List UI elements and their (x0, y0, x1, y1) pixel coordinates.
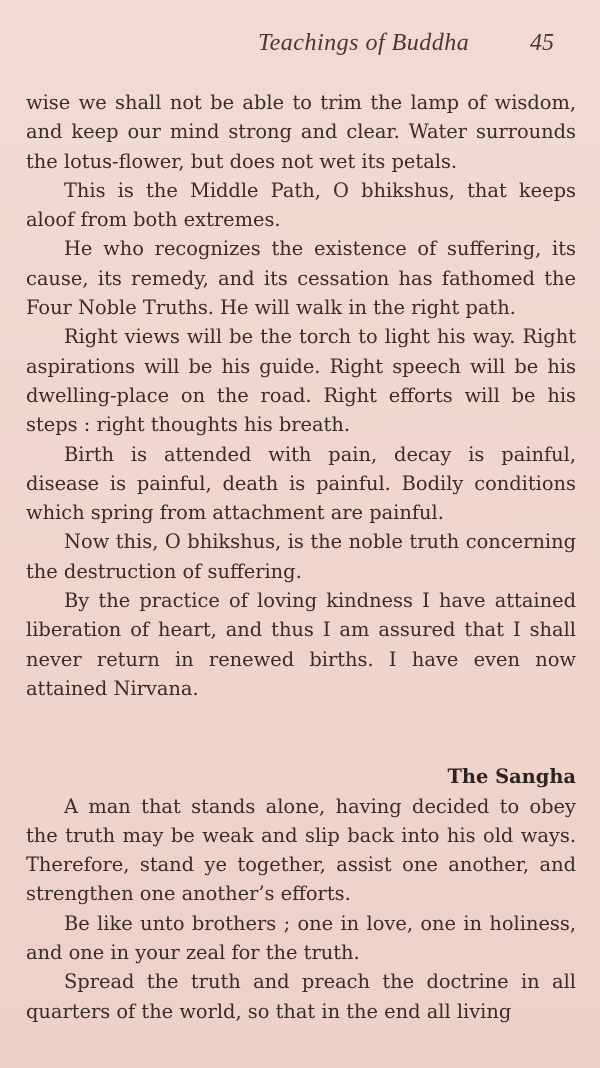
paragraph: Be like unto brothers ; one in love, one in holiness, and one in your zeal for the truth. (26, 911, 576, 965)
paragraph: A man that stands alone, having decided to obey the truth may be weak and slip back into his old ways. Therefore, stand ye together, assist one another, and strengthen one another’s efforts. (26, 794, 576, 906)
paragraph: This is the Middle Path, O bhikshus, that keeps aloof from both extremes. (26, 178, 576, 232)
body-text (26, 88, 576, 1026)
section-heading: The Sangha (447, 765, 576, 789)
paragraph: Now this, O bhikshus, is the noble truth concerning the destruction of suffering. (26, 530, 576, 583)
paragraph: Right views will be the torch to light his way. Right aspirations will be his guide. Right speech will be his dwelling-place on the road. Right efforts will be his steps : right thoughts his breath. (26, 325, 576, 437)
paragraph: By the practice of loving kindness I have attained liberation of heart, and thus I am assured that I shall never return in renewed births. I have even now attained Nirvana. (26, 589, 576, 700)
paragraph: Spread the truth and preach the doctrine in all quarters of the world, so that in the end all living (26, 970, 576, 1023)
running-title: Teachings of Buddha (258, 30, 470, 56)
page-number: 45 (530, 30, 554, 56)
paragraph: Birth is attended with pain, decay is painful, disease is painful, death is painful. Bodily conditions which spring from attachment are painful. (26, 442, 576, 525)
paragraph: wise we shall not be able to trim the lamp of wisdom, and keep our mind strong and clear. Water surrounds the lotus-flower, but does not wet its petals. (26, 91, 576, 173)
paragraph: He who recognizes the existence of suffering, its cause, its remedy, and its cessation has fathomed the Four Noble Truths. He will walk in the right path. (26, 237, 576, 320)
running-head (0, 30, 600, 70)
